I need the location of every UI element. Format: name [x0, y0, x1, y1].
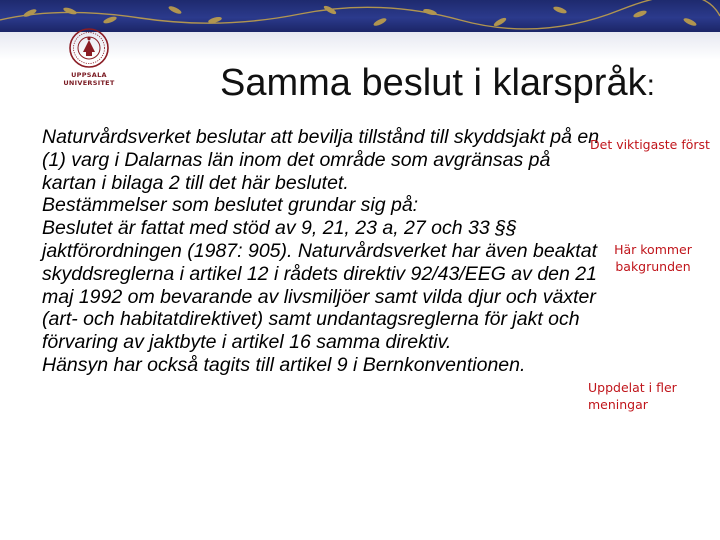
provisions-heading: Bestämmelser som beslutet grundar sig på:: [42, 194, 419, 217]
slide-title-colon: :: [646, 69, 655, 102]
logo-line-2: UNIVERSITET: [63, 79, 115, 87]
annotation-split-sentences: Uppdelat i fler meningar: [588, 380, 677, 412]
university-logo: [60, 28, 118, 98]
annotation-background: Här kommer bakgrunden: [614, 242, 692, 274]
slide-title-text: Samma beslut i klarspråk: [220, 62, 647, 104]
slide-body: [42, 126, 602, 377]
legal-basis-paragraph: Beslutet är fattat med stöd av 9, 21, 23 a, 27 och 33 §§ jaktförordningen (1987: 905). Naturvårdsverket har även beaktat skyddsreglerna i artikel 12 i rådets direktiv 92/43/EEG av den 21 maj 1992 om bevarande av livsmiljöer samt vilda djur och växter (art- och habitatdirektivet) samt undantagsreglerna för jakt och förvaring av jaktbyte i artikel 16 samma direktiv.: [42, 217, 597, 354]
slide-title: [220, 62, 655, 105]
logo-line-1: UPPSALA: [71, 71, 107, 79]
decision-paragraph: Naturvårdsverket beslutar att bevilja tillstånd till skyddsjakt på en (1) varg i Dalarnas län inom det område som avgränsas på kartan i bilaga 2 till det här beslutet.: [42, 126, 600, 194]
seal-icon: [69, 28, 109, 68]
logo-wordmark: [60, 71, 118, 87]
bern-convention-paragraph: Hänsyn har också tagits till artikel 9 i Bernkonventionen.: [42, 353, 526, 376]
annotation-most-important-first: Det viktigaste först: [590, 137, 710, 152]
